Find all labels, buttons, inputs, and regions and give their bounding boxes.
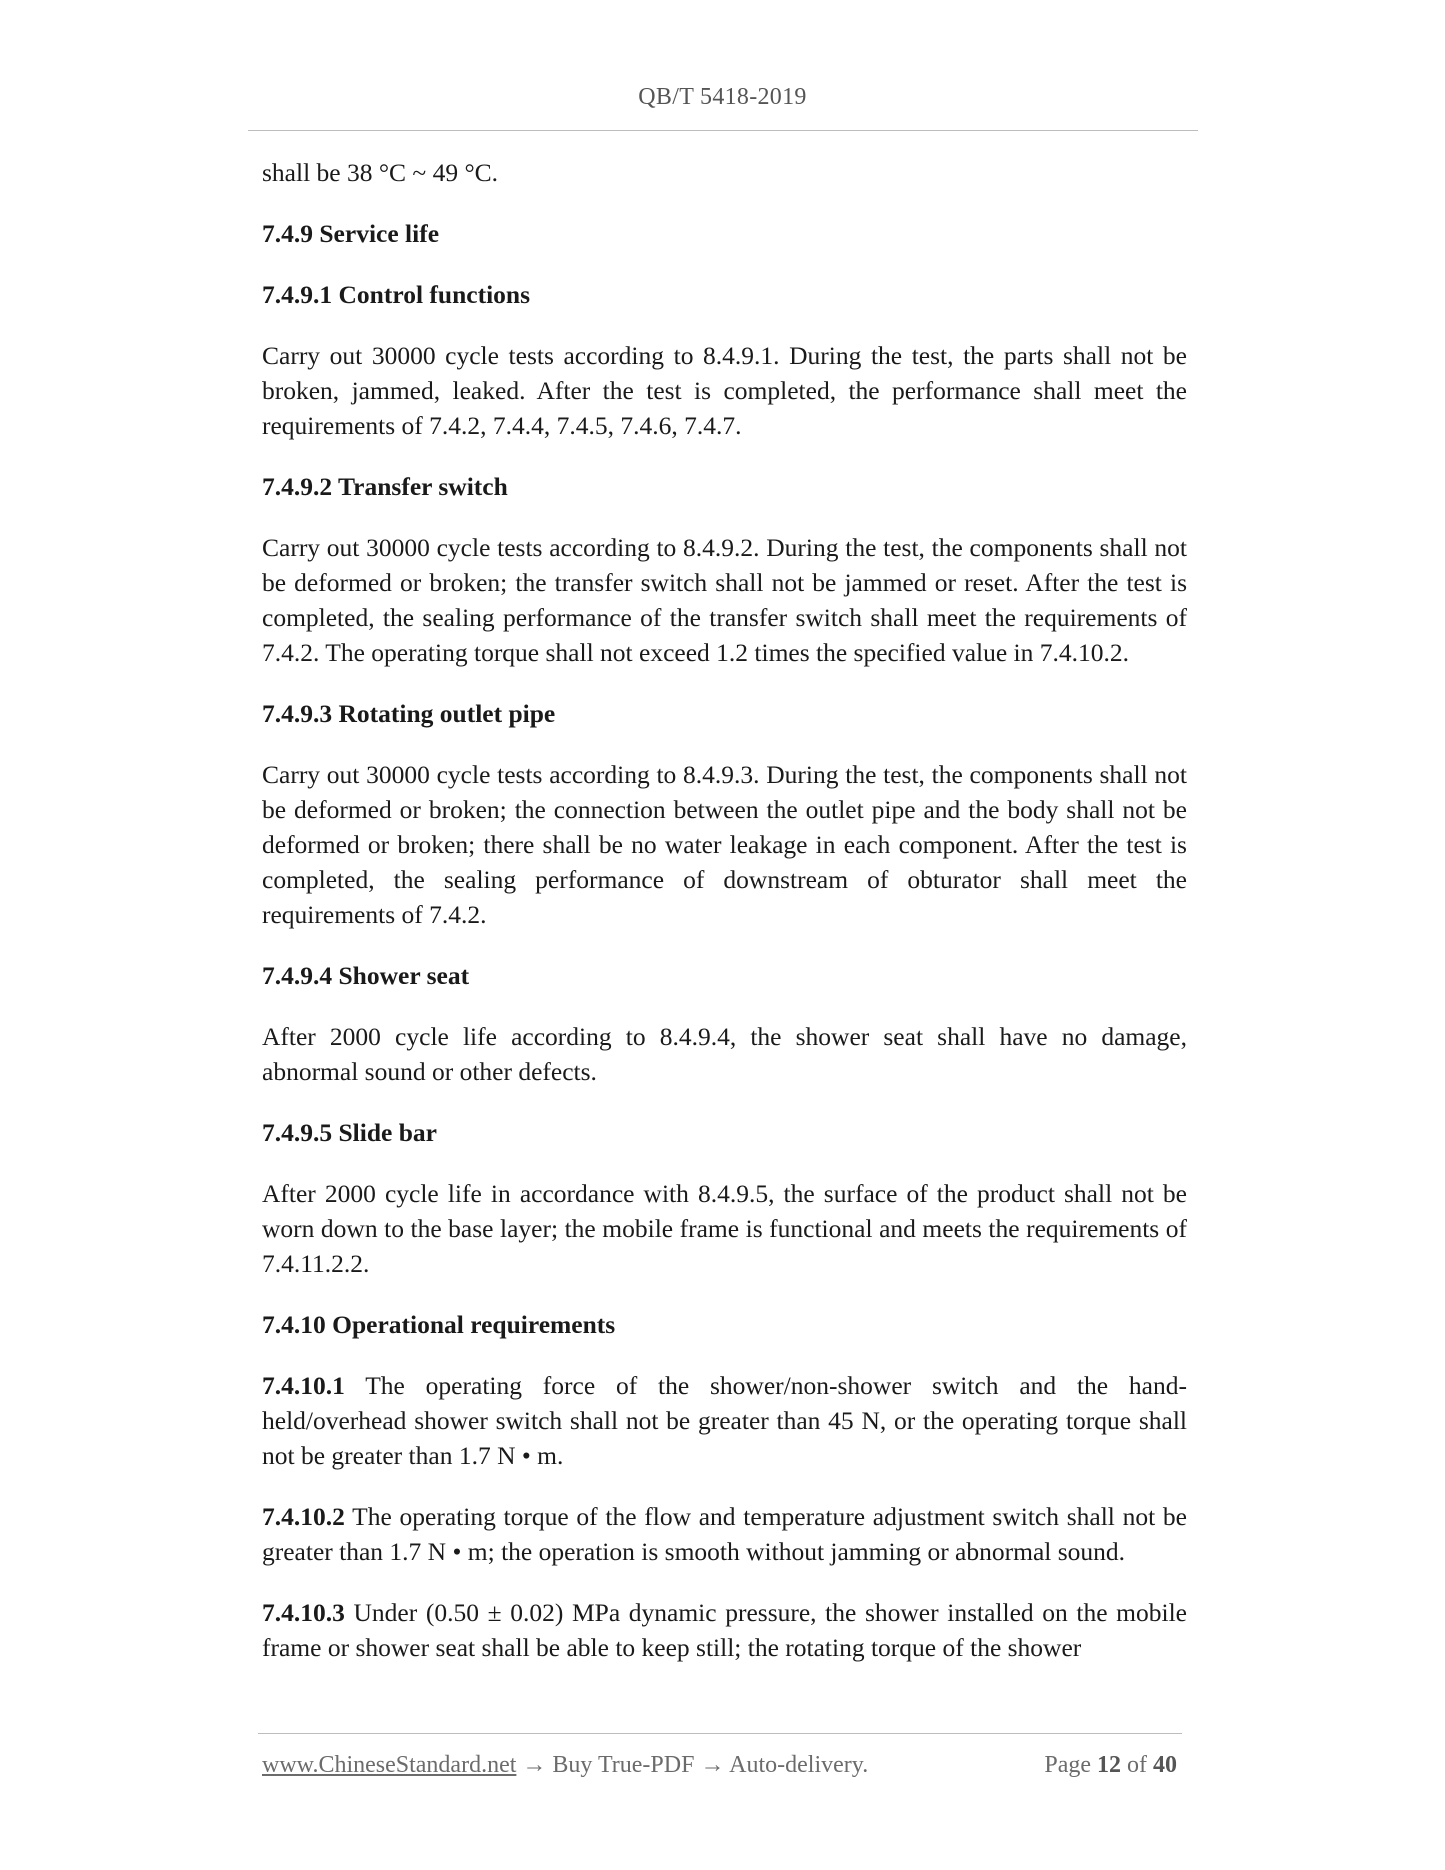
heading-7-4-9-5: 7.4.9.5 Slide bar <box>262 1118 437 1147</box>
paragraph-7-4-9-5: After 2000 cycle life in accordance with 8.4.9.5, the surface of the product shall not be worn down to the base layer; the mobile frame is functional and meets the requirements of 7.4.11.2.2. <box>262 1179 1187 1278</box>
page-total: 40 <box>1153 1752 1177 1778</box>
paragraph-7-4-9-2: Carry out 30000 cycle tests according to 8.4.9.2. During the test, the components shall not be deformed or broken; the transfer switch shall not be jammed or reset. After the test is completed, the sealing performance of the transfer switch shall meet the requirements of 7.4.2. The operating torque shall not exceed 1.2 times the specified value in 7.4.10.2. <box>262 533 1187 667</box>
clause-number: 7.4.10.2 <box>262 1502 345 1531</box>
paragraph-7-4-9-1: Carry out 30000 cycle tests according to 8.4.9.1. During the test, the parts shall not be broken, jammed, leaked. After the test is completed, the performance shall meet the requirements of 7.4.2, 7.4.4, 7.4.5, 7.4.6, 7.4.7. <box>262 341 1187 440</box>
heading-7-4-9: 7.4.9 Service life <box>262 219 440 248</box>
heading-7-4-9-3: 7.4.9.3 Rotating outlet pipe <box>262 699 556 728</box>
page-number <box>1044 1752 1177 1779</box>
heading-7-4-9-1: 7.4.9.1 Control functions <box>262 280 531 309</box>
footer-links <box>262 1752 868 1779</box>
heading-7-4-9-4: 7.4.9.4 Shower seat <box>262 961 470 990</box>
page-of: of <box>1121 1752 1153 1778</box>
clause-number: 7.4.10.3 <box>262 1598 345 1627</box>
clause-text: Under (0.50 ± 0.02) MPa dynamic pressure, the shower installed on the mobile frame or shower seat shall be able to keep still; the rotating torque of the shower <box>262 1598 1187 1662</box>
page-prefix: Page <box>1044 1752 1097 1778</box>
paragraph-7-4-9-4: After 2000 cycle life according to 8.4.9.4, the shower seat shall have no damage, abnormal sound or other defects. <box>262 1022 1187 1086</box>
auto-delivery-text: Auto-delivery. <box>729 1752 869 1778</box>
page-current: 12 <box>1097 1752 1121 1778</box>
heading-7-4-9-2: 7.4.9.2 Transfer switch <box>262 472 508 501</box>
clause-number: 7.4.10.1 <box>262 1371 345 1400</box>
paragraph-7-4-9-3: Carry out 30000 cycle tests according to 8.4.9.3. During the test, the components shall not be deformed or broken; the connection between the outlet pipe and the body shall not be deformed or broken; there shall be no water leakage in each component. After the test is completed, the sealing performance of downstream of obturator shall meet the requirements of 7.4.2. <box>262 760 1187 929</box>
page-footer <box>262 1752 1182 1786</box>
clause-text: The operating torque of the flow and temperature adjustment switch shall not be greater than 1.7 N • m; the operation is smooth without jamming or abnormal sound. <box>262 1502 1187 1566</box>
arrow-icon: → <box>694 1752 730 1778</box>
clause-text: The operating force of the shower/non-shower switch and the hand-held/overhead shower switch shall not be greater than 45 N, or the operating torque shall not be greater than 1.7 N • m. <box>262 1371 1187 1470</box>
arrow-icon: → <box>516 1752 553 1778</box>
document-body <box>262 155 1187 1691</box>
paragraph-7-4-10-2 <box>262 1499 1187 1569</box>
continuation-text: shall be 38 °C ~ 49 °C. <box>262 158 499 187</box>
footer-divider <box>258 1733 1182 1734</box>
buy-pdf-text: Buy True-PDF <box>552 1752 695 1778</box>
paragraph-7-4-10-1 <box>262 1368 1187 1473</box>
heading-7-4-10: 7.4.10 Operational requirements <box>262 1310 616 1339</box>
page-header: QB/T 5418-2019 <box>638 84 807 110</box>
website-link[interactable]: www.ChineseStandard.net <box>262 1752 517 1778</box>
header-divider <box>248 130 1198 131</box>
paragraph-7-4-10-3 <box>262 1595 1187 1665</box>
